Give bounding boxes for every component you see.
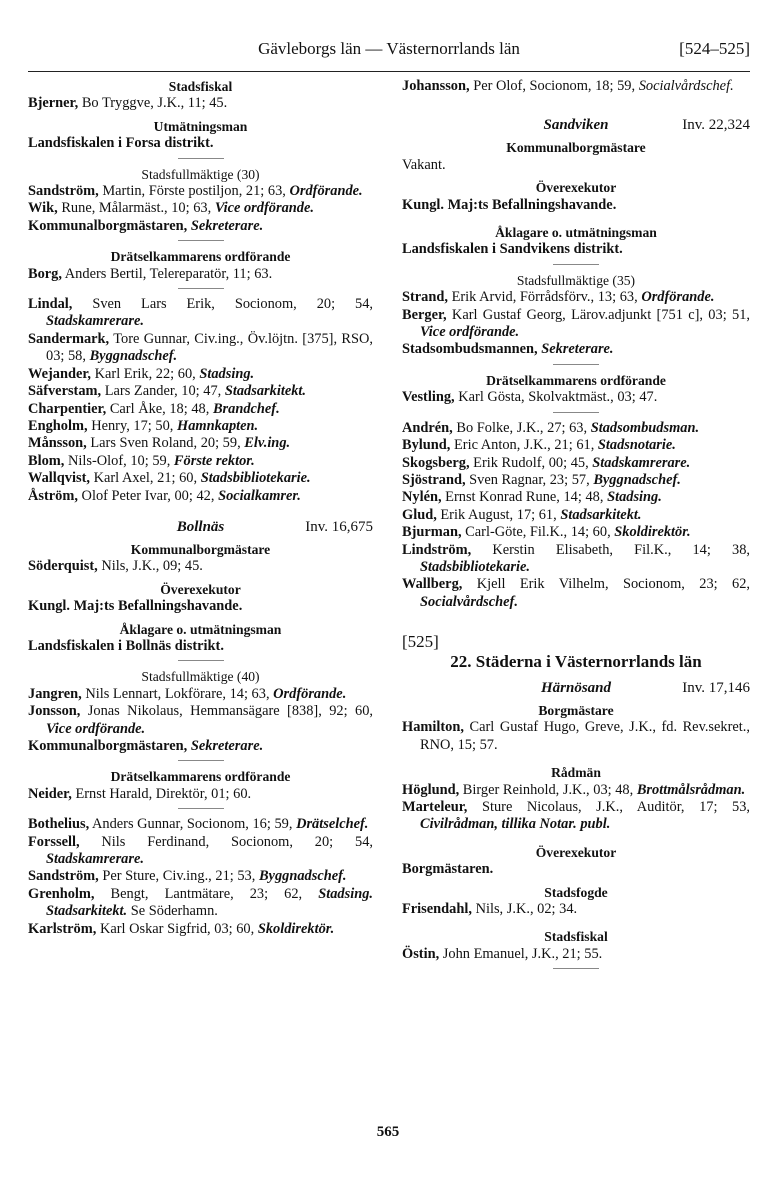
entry: Sandermark, Tore Gunnar, Civ.ing., Öv.löjtn. [375], RSO, 03; 58, Byggnadschef. — [28, 330, 373, 365]
section-heading: Överexekutor — [160, 581, 241, 597]
entry: Sandström, Martin, Förste postiljon, 21; 63, Ordförande. — [28, 183, 363, 200]
entry: Kommunalborgmästaren, Sekreterare. — [28, 217, 264, 234]
section-heading: Kommunalborgmästare — [506, 140, 646, 156]
entry: Andrén, Bo Folke, J.K., 27; 63, Stadsombudsman. — [402, 419, 700, 436]
section-heading: Drätselkammarens ordförande — [110, 769, 291, 785]
entry: Strand, Erik Arvid, Förrådsförv., 13; 63, Ordförande. — [402, 289, 715, 306]
entry: Bothelius, Anders Gunnar, Socionom, 16; 59, Drätselchef. — [28, 816, 369, 833]
entry: Jangren, Nils Lennart, Lokförare, 14; 63, Ordförande. — [28, 685, 347, 702]
entry: Lindström, Kerstin Elisabeth, Fil.K., 14; 38, Stadsbibliotekarie. — [402, 541, 750, 575]
entry: Neider, Ernst Harald, Direktör, 01; 60. — [28, 785, 252, 802]
entry: Sandström, Per Sture, Civ.ing., 21; 53, Byggnadschef. — [28, 868, 347, 885]
entry: Landsfiskalen i Bollnäs distrikt. — [28, 637, 224, 654]
town-header — [402, 680, 750, 702]
section-heading: Stadsfiskal — [544, 929, 608, 945]
section-heading: Åklagare o. utmätningsman — [119, 621, 282, 637]
page-number: 565 — [376, 1124, 400, 1140]
section-heading: Stadsfiskal — [168, 79, 233, 94]
entry: Glud, Erik August, 17; 61, Stadsarkitekt. — [402, 506, 642, 523]
section-heading: Överexekutor — [535, 844, 617, 860]
entry: Vakant. — [402, 156, 446, 173]
divider — [553, 412, 599, 413]
town-header — [28, 519, 373, 541]
entry: Nylén, Ernst Konrad Rune, 14; 48, Stadsing. — [402, 489, 662, 506]
entry: Höglund, Birger Reinhold, J.K., 03; 48, Brottmålsrådman. — [402, 781, 746, 798]
divider — [178, 760, 224, 761]
entry: Jonsson, Jonas Nikolaus, Hemmansägare [838], 92; 60, Vice ordförande. — [28, 703, 373, 737]
town-inhabitants: Inv. 16,675 — [305, 518, 373, 535]
entry: Landsfiskalen i Forsa distrikt. — [28, 135, 214, 152]
section-page-marker: [525] — [402, 632, 439, 652]
town-name: Bollnäs — [176, 518, 225, 535]
entry: Kommunalborgmästaren, Sekreterare. — [28, 738, 264, 754]
section-heading: Kommunalborgmästare — [130, 541, 271, 557]
entry: Bylund, Eric Anton, J.K., 21; 61, Stadsnotarie. — [402, 437, 676, 454]
entry: Charpentier, Carl Åke, 18; 48, Brandchef. — [28, 400, 280, 417]
divider — [178, 808, 224, 809]
divider — [553, 968, 599, 969]
section-title: 22. Städerna i Västernorrlands län — [450, 651, 702, 671]
entry: Wik, Rune, Målarmäst., 10; 63, Vice ordförande. — [28, 200, 314, 217]
divider — [178, 288, 224, 289]
section-heading: Borgmästare — [538, 702, 614, 718]
header-rule — [28, 71, 750, 72]
town-inhabitants: Inv. 17,146 — [682, 679, 750, 696]
section-heading: Stadsfullmäktige (30) — [141, 166, 260, 182]
divider — [178, 660, 224, 661]
town-header — [402, 117, 750, 139]
divider — [553, 264, 599, 265]
section-heading: Drätselkammarens ordförande — [110, 249, 291, 265]
entry: Wallberg, Kjell Erik Vilhelm, Socionom, 23; 62, Socialvårdschef. — [402, 576, 750, 610]
entry: Lindal, Sven Lars Erik, Socionom, 20; 54, Stadskamrerare. — [28, 296, 373, 330]
section-heading: Åklagare o. utmätningsman — [495, 225, 657, 241]
right-column — [402, 78, 750, 976]
entry: Karlström, Karl Oskar Sigfrid, 03; 60, Skoldirektör. — [28, 920, 335, 937]
entry: Borg, Anders Bertil, Telereparatör, 11; 63. — [28, 265, 273, 282]
running-title: Gävleborgs län — Västernorrlands län — [258, 39, 520, 58]
entry: Skogsberg, Erik Rudolf, 00; 45, Stadskamrerare. — [402, 454, 691, 471]
section-heading: Utmätningsman — [153, 118, 248, 134]
entry: Bjurman, Carl-Göte, Fil.K., 14; 60, Skoldirektör. — [402, 524, 691, 541]
divider — [178, 158, 224, 159]
divider — [553, 364, 599, 365]
entry: Vestling, Karl Gösta, Skolvaktmäst., 03; 47. — [402, 389, 658, 406]
entry: Söderquist, Nils, J.K., 09; 45. — [28, 558, 203, 575]
page-range: [524–525] — [679, 39, 750, 58]
entry: Wallqvist, Karl Axel, 21; 60, Stadsbibliotekarie. — [28, 470, 311, 487]
entry: Kungl. Maj:ts Befallningshavande. — [402, 196, 617, 213]
entry: Grenholm, Bengt, Lantmätare, 23; 62, Stadsing. Stadsarkitekt. Se Söderhamn. — [28, 885, 373, 920]
entry: Kungl. Maj:ts Befallningshavande. — [28, 598, 243, 615]
entry: Säfverstam, Lars Zander, 10; 47, Stadsarkitekt. — [28, 383, 307, 400]
section-heading: Överexekutor — [535, 180, 617, 196]
entry: Engholm, Henry, 17; 50, Hamnkapten. — [28, 417, 259, 434]
entry: Berger, Karl Gustaf Georg, Lärov.adjunkt [751 c], 03; 51, Vice ordförande. — [402, 306, 750, 341]
section-heading: Rådmän — [551, 765, 601, 781]
entry: Östin, John Emanuel, J.K., 21; 55. — [402, 945, 603, 962]
section-heading: Stadsfullmäktige (40) — [141, 669, 260, 685]
entry: Stadsombudsmannen, Sekreterare. — [402, 341, 614, 358]
section-heading: Stadsfogde — [544, 884, 608, 900]
entry: Borgmästaren. — [402, 861, 494, 878]
page-header — [28, 40, 750, 64]
entry: Hamilton, Carl Gustaf Hugo, Greve, J.K., fd. Rev.sekret., RNO, 15; 57. — [402, 719, 750, 753]
entry: Marteleur, Sture Nicolaus, J.K., Auditör, 17; 53, Civilrådman, tillika Notar. publ. — [402, 799, 750, 833]
entry: Sjöstrand, Sven Ragnar, 23; 57, Byggnadschef. — [402, 471, 681, 488]
entry: Bjerner, Bo Tryggve, J.K., 11; 45. — [28, 95, 228, 112]
left-column — [28, 78, 373, 938]
entry: Blom, Nils-Olof, 10; 59, Förste rektor. — [28, 452, 255, 469]
entry: Forssell, Nils Ferdinand, Socionom, 20; 54, Stadskamrerare. — [28, 833, 373, 868]
entry: Månsson, Lars Sven Roland, 20; 59, Elv.ing. — [28, 435, 291, 452]
entry: Wejander, Karl Erik, 22; 60, Stadsing. — [28, 365, 255, 382]
entry: Frisendahl, Nils, J.K., 02; 34. — [402, 901, 578, 918]
entry: Landsfiskalen i Sandvikens distrikt. — [402, 241, 623, 258]
divider — [178, 240, 224, 241]
town-name: Härnösand — [540, 679, 612, 696]
entry: Åström, Olof Peter Ivar, 00; 42, Socialkamrer. — [28, 487, 301, 504]
section-heading: Stadsfullmäktige (35) — [516, 272, 636, 288]
town-name: Sandviken — [543, 117, 609, 134]
town-inhabitants: Inv. 22,324 — [682, 117, 750, 134]
entry: Johansson, Per Olof, Socionom, 18; 59, Socialvårdschef. — [402, 78, 734, 94]
section-heading: Drätselkammarens ordförande — [486, 372, 666, 388]
